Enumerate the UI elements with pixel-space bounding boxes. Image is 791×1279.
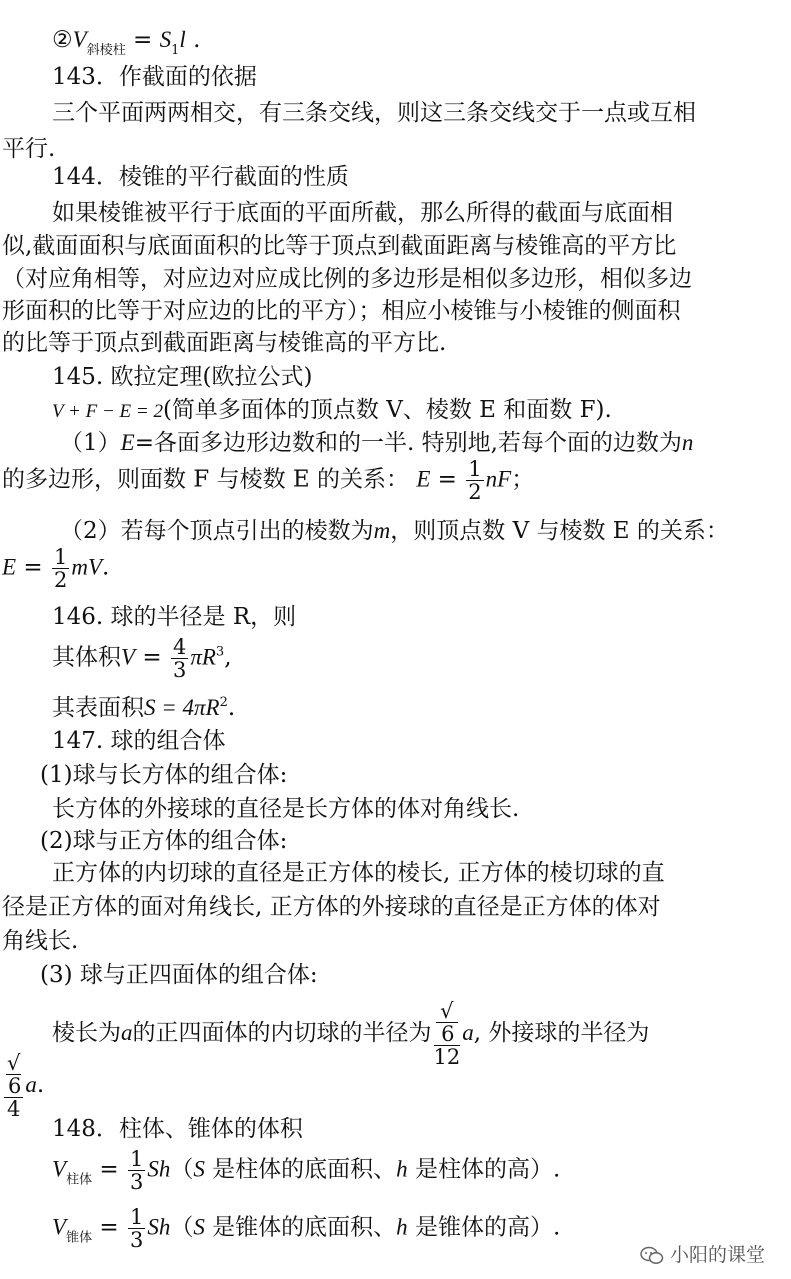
- fraction: $\frac{1}{3}$: [129, 1205, 144, 1253]
- fraction: $\frac{1}{2}$: [468, 457, 482, 505]
- section-144-text: 似,截面面积与底面面积的比等于顶点到截面距离与棱锥高的平方比: [2, 233, 677, 259]
- fraction: $\frac{1}{2}$: [53, 545, 68, 593]
- euler-item-1: （1）E=各面多边形边数和的一半. 特别地,若每个面的边数为n: [60, 430, 694, 456]
- sphere-surface: 其表面积$S = 4\pi R^2$.: [52, 695, 236, 721]
- euler-item-2: （2）若每个顶点引出的棱数为m，则顶点数 V 与棱数 E 的关系：: [60, 518, 729, 544]
- section-144-text: 形面积的比等于对应边的比的平方）；相应小棱锥与小棱锥的侧面积: [2, 298, 681, 324]
- section-147-text: 角线长.: [2, 928, 79, 954]
- fraction: $\frac{4}{3}$: [172, 635, 187, 683]
- section-147-sub: (2)球与正方体的组合体:: [40, 828, 288, 854]
- section-147-sub: (1)球与长方体的组合体:: [40, 762, 288, 788]
- circled-number: ②: [52, 27, 73, 53]
- euler-formula: V + F − E = 2(简单多面体的顶点数 V、棱数 E 和面数 F).: [52, 397, 612, 423]
- section-145-title: 145. 欧拉定理(欧拉公式): [52, 364, 313, 390]
- fraction: √ 6 12: [433, 999, 461, 1070]
- pyramid-volume: $V_{锥体}$ = $\frac{1}{3}$ Sh（S 是锥体的底面积、h 是锥体的高）.: [52, 1205, 561, 1253]
- section-144-text: 的比等于顶点到截面距离与棱锥高的平方比.: [2, 330, 447, 356]
- section-147-text: 正方体的内切球的直径是正方体的棱长, 正方体的棱切球的直: [52, 860, 665, 886]
- fraction: √ 6 4: [4, 1052, 23, 1120]
- formula-oblique-prism: $②V_{斜棱柱} = S_1l$ .: [52, 27, 201, 58]
- wechat-icon: [640, 1246, 664, 1266]
- section-147-text: 长方体的外接球的直径是长方体的体对角线长.: [52, 796, 520, 822]
- tetrahedron-circumsphere: √ 6 4 a.: [2, 1052, 44, 1120]
- tetrahedron-insphere: 棱长为a的正四面体的内切球的半径为 √ 6 12 a, 外接球的半径为: [52, 999, 650, 1070]
- watermark: [640, 1244, 765, 1267]
- section-148-title: 148．柱体、锥体的体积: [52, 1116, 303, 1142]
- section-146-title: 146. 球的半径是 R，则: [52, 604, 297, 630]
- section-144-text: 如果棱锥被平行于底面的平面所截，那么所得的截面与底面相: [52, 200, 673, 226]
- section-144-text: （对应角相等，对应边对应成比例的多边形是相似多边形，相似多边: [2, 266, 692, 292]
- section-144-title: 144．棱锥的平行截面的性质: [52, 164, 349, 190]
- section-143-text: 三个平面两两相交，有三条交线，则这三条交线交于一点或互相: [52, 100, 696, 126]
- fraction: $\frac{1}{3}$: [129, 1147, 144, 1195]
- section-147-title: 147. 球的组合体: [52, 728, 226, 754]
- prism-volume: $V_{柱体}$ = $\frac{1}{3}$ Sh（S 是柱体的底面积、h 是柱体的高）.: [52, 1147, 561, 1195]
- section-143-text: 平行.: [2, 136, 56, 162]
- watermark-text: 小阳的课堂: [669, 1244, 765, 1267]
- section-143-title: 143．作截面的依据: [52, 64, 257, 90]
- euler-item-1-cont: 的多边形，则面数 F 与棱数 E 的关系： E = $\frac{1}{2}$ nF；: [2, 457, 535, 505]
- section-147-sub: (3) 球与正四面体的组合体:: [40, 962, 318, 988]
- sphere-volume: 其体积V = $\frac{4}{3}$ $\pi R^3$,: [52, 635, 232, 683]
- section-147-text: 径是正方体的面对角线长, 正方体的外接球的直径是正方体的体对: [2, 894, 661, 920]
- euler-item-2-formula: E = $\frac{1}{2}$ mV.: [2, 545, 110, 593]
